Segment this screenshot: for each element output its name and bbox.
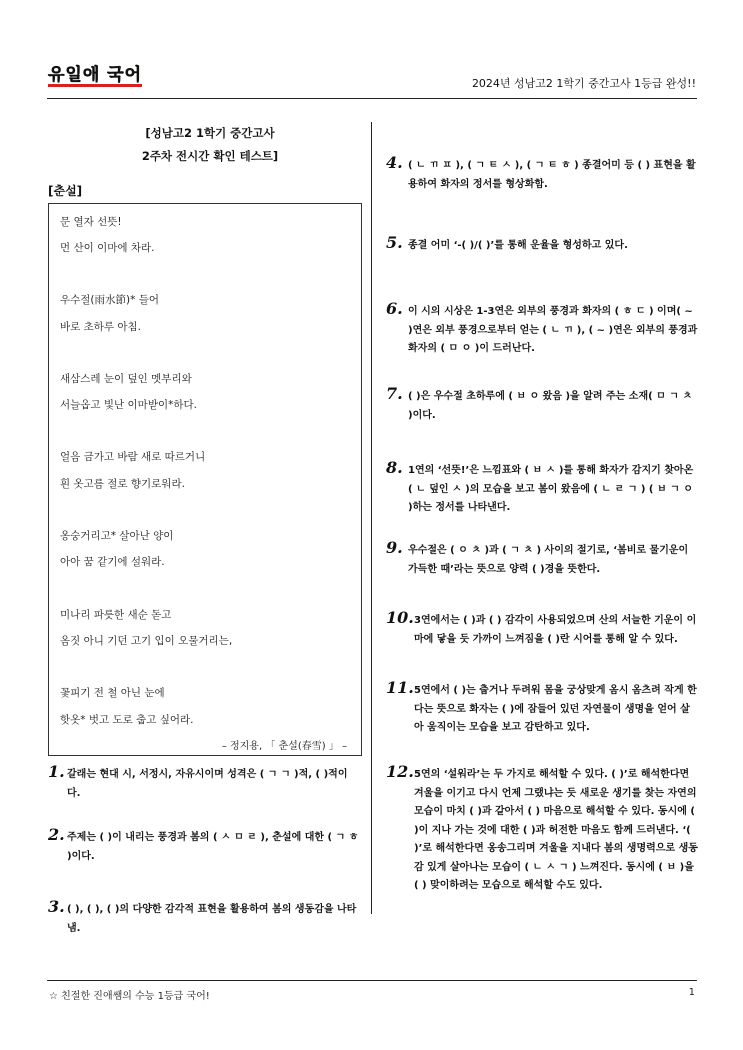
question-text: ( ㄴ ㄲ ㅍ ), ( ㄱ ㅌ ㅅ ), ( ㄱ ㅌ ㅎ ) 종결어미 등 ( ) 표현을 활용하여 화자의 정서를 형상화함.: [408, 160, 696, 190]
footer-rule: [47, 980, 697, 981]
question-5: [386, 233, 698, 256]
column-divider: [371, 122, 372, 914]
test-title-line2: 2주차 전시간 확인 테스트]: [141, 149, 279, 163]
question-text: 3연에서는 ( )과 ( ) 감각이 사용되었으며 산의 서늘한 기운이 이마에 닿을 듯 가까이 느껴짐을 ( )란 시어를 통해 알 수 있다.: [414, 615, 697, 645]
poem-line: 우수절(雨水節)* 들어: [60, 294, 159, 306]
question-number: 6.: [386, 299, 403, 318]
question-text: 갈래는 현대 시, 서정시, 자유시이며 성격은 ( ㄱ ㄱ )적, ( )적이다.: [67, 769, 348, 799]
question-2: [48, 825, 360, 866]
question-number: 4.: [386, 153, 403, 172]
poem-box: [48, 203, 362, 756]
question-1: [48, 762, 360, 803]
section-label: [춘설]: [48, 184, 83, 198]
question-number: 3.: [48, 897, 65, 916]
page-number: 1: [688, 987, 695, 998]
question-number: 5.: [386, 233, 403, 252]
question-number: 7.: [386, 384, 403, 403]
question-number: 11.: [386, 678, 414, 697]
question-text: 이 시의 시상은 1-3연은 외부의 풍경과 화자의 ( ㅎ ㄷ ) 이며( ~ )연은 외부 풍경으로부터 얻는 ( ㄴ ㄲ ), ( ~ )연은 외부의 풍경과 화자의 ( ㅁ ㅇ )이 드러난다.: [408, 306, 698, 354]
question-number: 9.: [386, 538, 403, 557]
poem-line: 바로 초하루 아침.: [60, 321, 142, 333]
question-text: ( ), ( ), ( )의 다양한 감각적 표현을 활용하여 봄의 생동감을 나타냄.: [67, 904, 357, 934]
question-9: [386, 538, 698, 579]
question-8: [386, 458, 698, 518]
test-title-line1: [성남고2 1학기 중간고사: [145, 126, 275, 140]
question-text: ( )은 우수절 초하루에 ( ㅂ ㅇ 왔음 )을 알려 주는 소재( ㅁ ㄱ ㅊ )이다.: [408, 391, 693, 421]
header-title: 2024년 성남고2 1학기 중간고사 1등급 완성!!: [471, 77, 696, 90]
question-number: 12.: [386, 762, 414, 781]
poem-line: 얼음 금가고 바람 새로 따르거니: [60, 451, 206, 463]
poem-source: – 정지용, 「 춘설(春雪) 」 –: [221, 741, 347, 752]
footer-tagline: ☆ 친절한 진애쌤의 수능 1등급 국어!: [49, 991, 210, 1002]
question-12: [386, 762, 698, 896]
poem-line: 새삼스레 눈이 덮인 멧부리와: [60, 373, 192, 385]
question-number: 10.: [386, 608, 414, 627]
poem-line: 옹숭거리고* 살아난 양이: [60, 530, 174, 542]
question-11: [386, 678, 698, 738]
question-6: [386, 299, 698, 359]
brand-logo: 유일애 국어: [48, 65, 143, 85]
poem-line: 아아 꿈 같기에 설워라.: [60, 556, 165, 568]
poem-line: 꽃피기 전 철 아닌 눈에: [60, 687, 165, 699]
question-number: 2.: [48, 825, 65, 844]
question-text: 1연의 ‘선뜻!’은 느낌표와 ( ㅂ ㅅ )를 통해 화자가 감지기 찾아온 ( ㄴ 덮인 ㅅ )의 모습을 보고 봄이 왔음에 ( ㄴ ㄹ ㄱ ) ( ㅂ ㄱ ㅇ )하는 정서를 나타낸다.: [408, 465, 694, 513]
poem-line: 문 열자 선뜻!: [60, 216, 122, 228]
poem-line: 먼 산이 이마에 차라.: [60, 242, 155, 254]
question-number: 8.: [386, 458, 403, 477]
question-number: 1.: [48, 762, 65, 781]
poem-line: 옴짓 아니 기던 고기 입이 오물거리는,: [60, 635, 233, 647]
question-text: 종결 어미 ‘-( )/( )’를 통해 운율을 형성하고 있다.: [408, 240, 628, 251]
poem-line: 핫옷* 벗고 도로 춥고 싶어라.: [60, 714, 194, 726]
poem-line: 흰 옷고름 절로 향기로워라.: [60, 478, 185, 490]
poem-line: 미나리 파릇한 새순 돋고: [60, 609, 172, 621]
question-text: 우수절은 ( ㅇ ㅊ )과 ( ㄱ ㅊ ) 사이의 절기로, ‘봄비로 물기운이 가득한 때’라는 뜻으로 양력 ( )경을 뜻한다.: [408, 545, 689, 575]
poem-line: 서늘옵고 빛난 이마받이*하다.: [60, 399, 197, 411]
question-3: [48, 897, 360, 938]
question-text: 5연의 ‘설워라’는 두 가지로 해석할 수 있다. ( )’로 해석한다면 겨울을 이기고 다시 언제 그랬냐는 듯 새로운 생기를 찾는 자연의 모습이 마치 ( )과 같아서 ( ) 마음으로 해석할 수 있다. 동시에 ( )이 지나 가는 것에 대한 ( )과 허전한 마음도 함께 드러낸다. ‘( )’로 해석한다면 옹송그리며 겨울을 지내다 봄의 생명력으로 생동감 있게 살아나는 모습이 ( ㄴ ㅅ ㄱ ) 느껴진다. 동시에 ( ㅂ )을 ( ) 맞이하려는 모습으로 해석할 수도 있다.: [414, 769, 698, 891]
question-7: [386, 384, 698, 425]
question-10: [386, 608, 698, 649]
test-title: [60, 122, 360, 168]
question-text: 주제는 ( )이 내리는 풍경과 봄의 ( ㅅ ㅁ ㄹ ), 춘설에 대한 ( ㄱ ㅎ )이다.: [67, 832, 359, 862]
question-4: [386, 153, 698, 194]
header-rule: [47, 98, 697, 99]
question-text: 5연에서 ( )는 춥거나 두려워 몸을 궁상맞게 옴시 옴츠려 작게 한다는 뜻으로 화자는 ( )에 잠들어 있던 자연물이 생명을 얻어 살아 움직이는 모습을 보고 감탄하고 있다.: [414, 685, 697, 733]
